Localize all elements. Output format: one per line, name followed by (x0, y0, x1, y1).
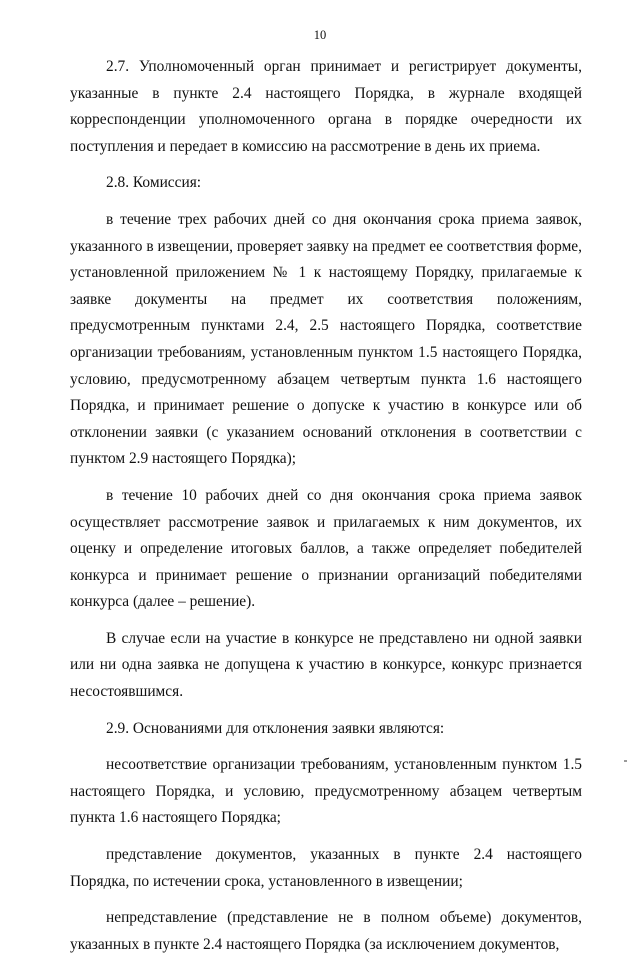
scan-mark (624, 760, 627, 762)
paragraph-2-9-heading: 2.9. Основаниями для отклонения заявки являются: (106, 719, 445, 737)
paragraph-2-7: 2.7. Уполномоченный орган принимает и регистрирует документы, указанные в пункте 2.4 настоящего Порядка, в журнале входящей корреспонденции уполномоченного органа в порядке очередности их поступления и передает в комиссию на рассмотрение в день их приема. (70, 58, 582, 155)
paragraph-2-9-reason-noncompliance: несоответствие организации требованиям, установленным пунктом 1.5 настоящего Порядка, и условию, предусмотренному абзацем четвертым пункта 1.6 настоящего Порядка; (70, 756, 582, 827)
page-number: 10 (313, 28, 327, 42)
paragraph-contest-failed: В случае если на участие в конкурсе не представлено ни одной заявки или ни одна заявка не допущена к участию в конкурсе, конкурс признается несостоявшимся. (70, 629, 582, 701)
paragraph-2-9-reason-incomplete: непредставление (представление не в полном объеме) документов, указанных в пункте 2.4 настоящего Порядка (за исключением документов, (70, 909, 582, 953)
paragraph-2-8-heading: 2.8. Комиссия: (106, 174, 202, 192)
paragraph-2-8-check-applications: в течение трех рабочих дней со дня окончания срока приема заявок, указанного в извещении, проверяет заявку на предмет ее соответствия форме, установленной приложением № 1 к настоящему Порядку, прилагаемые к заявке документы на предмет их соответствия положениям, предусмотренным пунктами 2.4, 2.5 настоящего Порядка, соответствие организации требованиям, установленным пунктом 1.5 настоящего Порядка, условию, предусмотренному абзацем четвертым пункта 1.6 настоящего Порядка, и принимает решение о допуске к участию в конкурсе или об отклонении заявки (с указанием оснований отклонения в соответствии с пунктом 2.9 настоящего Порядка); (70, 210, 582, 468)
paragraph-2-8-review-applications: в течение 10 рабочих дней со дня окончания срока приема заявок осуществляет рассмотрение заявок и прилагаемых к ним документов, их оценку и определение итоговых баллов, а также определяет победителей конкурса и принимает решение о признании организаций победителями конкурса (далее – решение). (70, 486, 582, 611)
paragraph-2-9-reason-late-submission: представление документов, указанных в пункте 2.4 настоящего Порядка, по истечении срока, установленного в извещении; (70, 846, 582, 890)
document-body (70, 54, 582, 958)
